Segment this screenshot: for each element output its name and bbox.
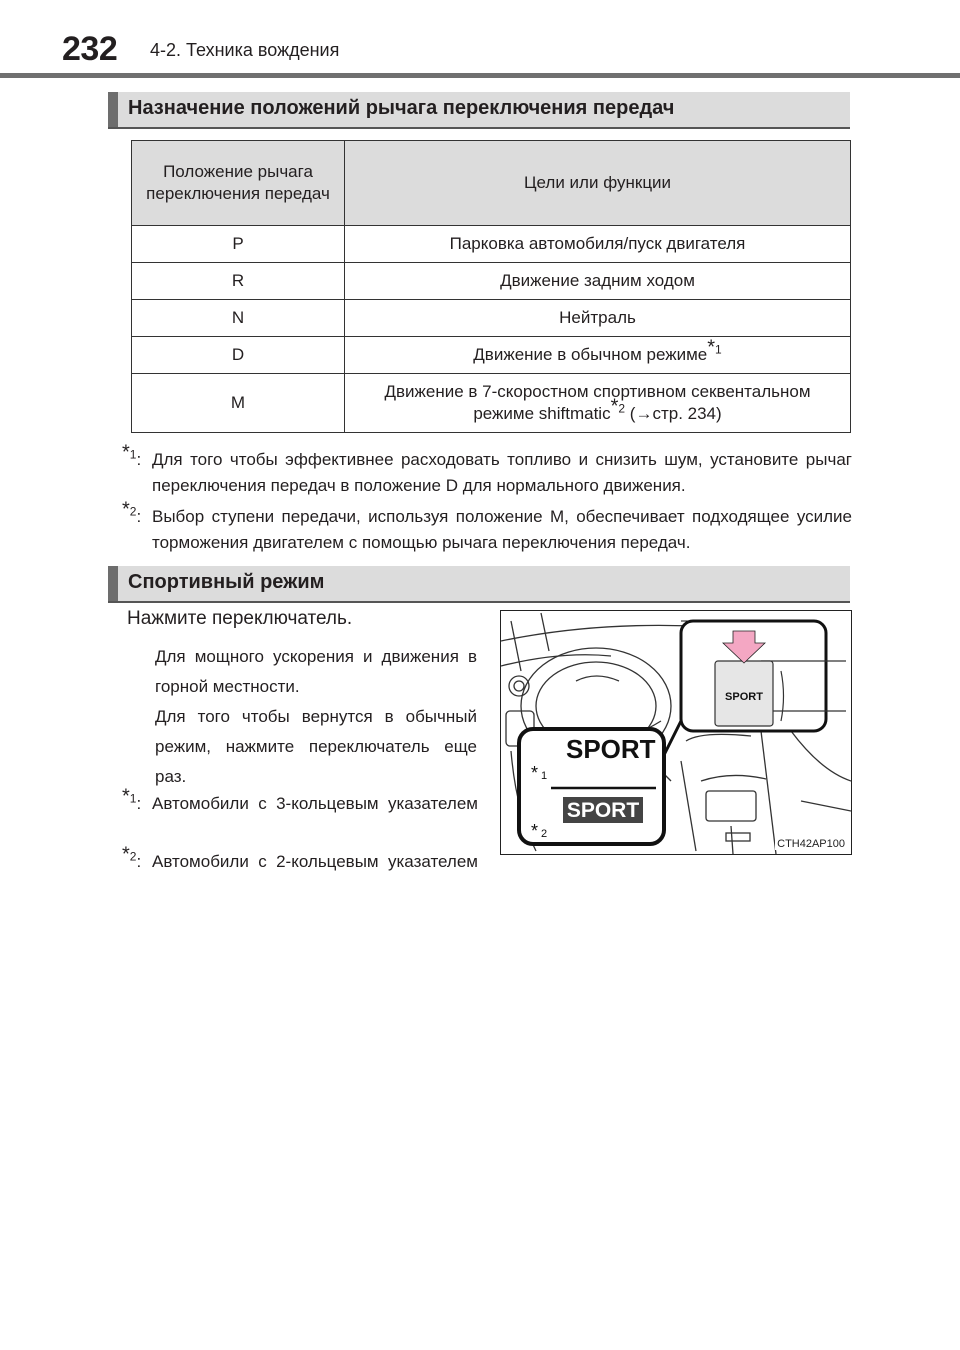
table-header-position: Положение рычага переключения передач [132, 141, 345, 226]
table-row [132, 226, 851, 263]
table-header-function: Цели или функции [345, 141, 851, 226]
figure-code: CTH42AP100 [777, 838, 845, 850]
footnote-mark: *$^2$: [122, 498, 142, 526]
footnote-text: Для того чтобы эффективнее расходовать топливо и снизить шум, установите рычаг переключения передач в положение D для нормального движения. [152, 450, 852, 495]
footnote [122, 785, 478, 817]
footnote [122, 441, 852, 499]
function-text-line1: Движение в 7-скоростном спортивном секвентальном [384, 382, 811, 401]
footnote-ref: 1 [715, 342, 722, 357]
table-cell-function [345, 337, 851, 374]
function-text: Движение в обычном режиме [473, 345, 708, 364]
table-cell-function: Движение задним ходом [345, 263, 851, 300]
section-heading-sport-mode [108, 566, 850, 603]
table-row [132, 300, 851, 337]
footnote-text: Автомобили с 2-кольцевым указателем [152, 852, 478, 871]
table-cell-position: P [132, 226, 345, 263]
paragraph: Для мощного ускорения и движения в горной местности. [155, 647, 477, 696]
indicator-mark: 1 [541, 770, 548, 782]
indicator-callout [519, 729, 664, 844]
table-cell-function: Парковка автомобиля/пуск двигателя [345, 226, 851, 263]
footnote-mark: *$^1$: [122, 785, 142, 813]
step-instruction: Нажмите переключатель. [127, 608, 353, 629]
footnote [122, 843, 478, 875]
footnote-star: * [707, 336, 716, 359]
indicator-mark: 2 [541, 828, 548, 840]
footnote [122, 498, 852, 556]
footnote-star: * [610, 395, 619, 418]
footnote-mark: *$^2$: [122, 843, 142, 871]
footnote-text: Выбор ступени передачи, используя положение M, обеспечивает подходящее усилие торможения двигателем с помощью рычага переключения передач. [152, 507, 852, 552]
table-cell-position: R [132, 263, 345, 300]
sport-switch-illustration [500, 610, 852, 855]
table-header-row [132, 141, 851, 226]
section-title: Спортивный режим [128, 571, 325, 593]
sport-indicator-outline-text: SPORT [566, 734, 656, 764]
indicator-star: * [531, 763, 539, 783]
switch-callout [656, 621, 846, 771]
header-rule [0, 73, 960, 78]
function-text-line2: режиме shiftmatic [473, 404, 611, 423]
section-title: Назначение положений рычага переключения передач [128, 97, 675, 119]
page-reference: (→стр. 234) [625, 404, 722, 423]
table-cell-function [345, 374, 851, 433]
paragraph: Для того чтобы вернутся в обычный режим, нажмите переключатель еще раз. [155, 707, 477, 786]
table-row [132, 263, 851, 300]
table-cell-position: M [132, 374, 345, 433]
table-cell-position: N [132, 300, 345, 337]
footnote-mark: *$^1$: [122, 441, 142, 469]
sport-indicator-filled-text: SPORT [566, 799, 640, 822]
section-accent [108, 566, 118, 601]
section-accent [108, 92, 118, 127]
table-row [132, 337, 851, 374]
footnote-text: Автомобили с 3-кольцевым указателем [152, 794, 478, 813]
sport-switch-label: SPORT [725, 691, 763, 703]
chapter-title: 4-2. Техника вождения [150, 40, 340, 60]
table-cell-position: D [132, 337, 345, 374]
gear-position-table [131, 140, 851, 433]
footnote-ref: 2 [618, 401, 626, 416]
table-cell-function: Нейтраль [345, 300, 851, 337]
table-row [132, 374, 851, 433]
indicator-star: * [531, 821, 539, 841]
dashboard-drawing [501, 611, 851, 854]
page-number: 232 [62, 30, 118, 68]
section-heading-gear-positions [108, 92, 850, 129]
